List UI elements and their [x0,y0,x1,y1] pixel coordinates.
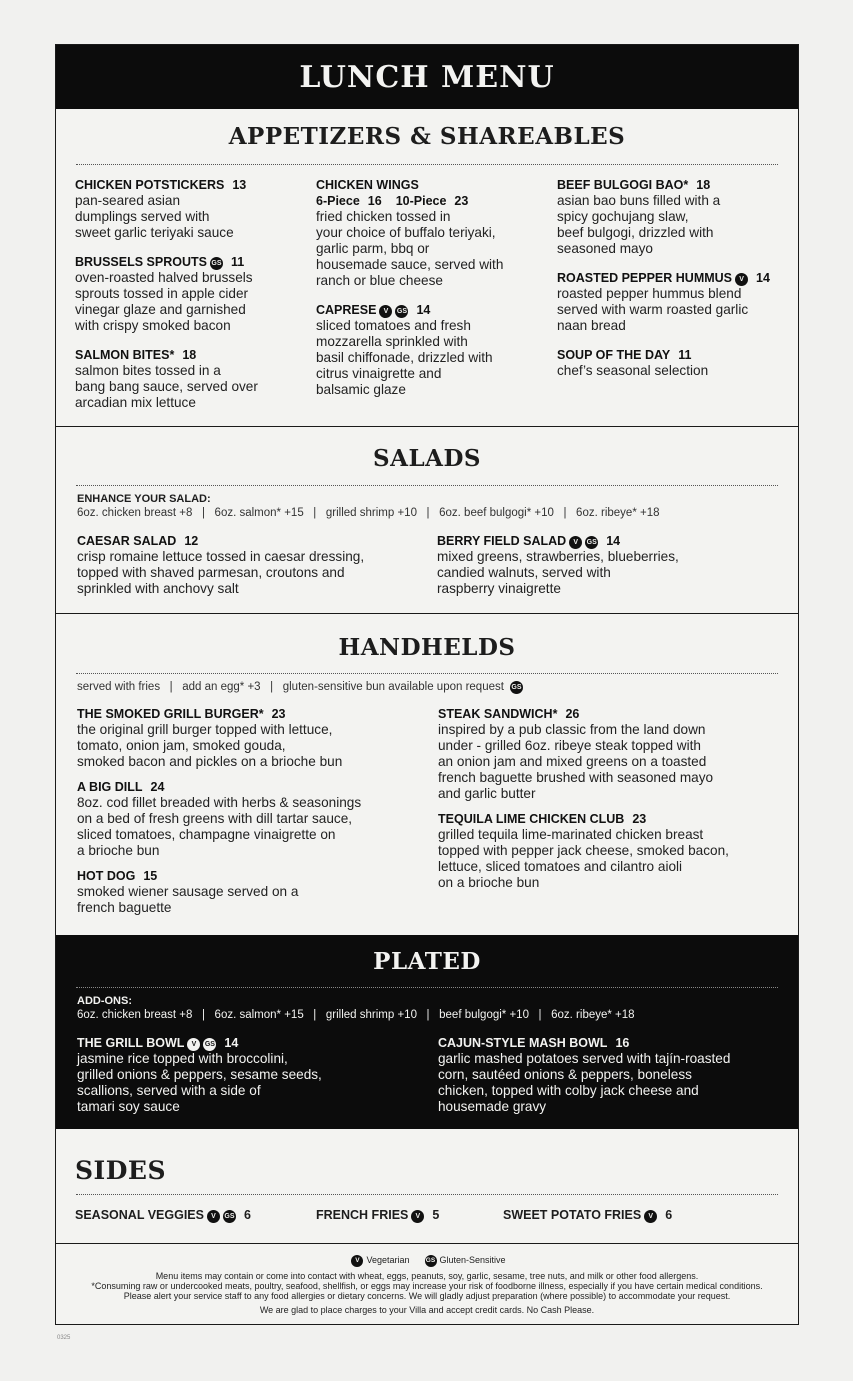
item-price: 18 [182,348,197,362]
side-item [316,1208,439,1223]
appetizers-col-3 [557,177,787,392]
item-name: FRENCH FRIES [316,1208,409,1222]
item-desc: inspired by a pub classic from the land down under - grilled 6oz. ribeye steak topped with an onion jam and mixed greens on a toasted french baguette brushed with seasoned mayo and garlic butter [438,722,714,801]
item-desc: grilled tequila lime-marinated chicken breast topped with pepper jack cheese, smoked bacon, lettuce, sliced tomatoes and cilantro aioli on a brioche bun [438,827,729,890]
lunch-menu [55,44,799,1325]
item-price: 14 [416,303,431,317]
item-price: 16 [615,1036,630,1050]
item-price: 18 [696,178,711,192]
handhelds-title: HANDHELDS [338,634,516,661]
item-name: CAPRESE [316,303,377,317]
vegetarian-icon: V [351,1255,363,1267]
handhelds-col-right [438,706,783,900]
item-price: 6 [243,1208,251,1222]
sides-title: SIDES [75,1156,167,1185]
item-name: SWEET POTATO FRIES [503,1208,642,1222]
item-desc: asian bao buns filled with a spicy gochujang slaw, beef bulgogi, drizzled with seasoned mayo [557,193,721,256]
item-name: TEQUILA LIME CHICKEN CLUB [438,812,625,826]
item-price: 15 [143,869,158,883]
menu-item [438,706,783,802]
item-name: SEASONAL VEGGIES [75,1208,204,1222]
item-desc: 8oz. cod fillet breaded with herbs & seasonings on a bed of fresh greens with dill tartar sauce, sliced tomatoes, champagne vinaigrette on a brioche bun [77,795,362,858]
item-price: 14 [756,271,770,285]
sides-section [56,1129,798,1244]
divider [76,673,778,674]
item-name: SALMON BITES* [75,348,175,362]
item-name: STEAK SANDWICH* [438,707,558,721]
footer [56,1245,798,1325]
legend-vegetarian: Vegetarian [366,1255,410,1265]
gluten-sensitive-icon: GS [223,1210,236,1223]
menu-title: LUNCH MENU [299,59,555,95]
divider [76,1194,778,1195]
legend [56,1255,798,1267]
item-desc: salmon bites tossed in a bang bang sauce, served over arcadian mix lettuce [75,363,258,410]
vegetarian-icon: V [735,273,748,286]
item-price: 26 [565,707,580,721]
plated-section [56,935,798,1129]
gluten-sensitive-icon: GS [425,1255,437,1267]
menu-item [438,811,783,891]
legend-gluten-sensitive: Gluten-Sensitive [439,1255,506,1265]
menu-item [557,270,787,334]
consumption-warning: *Consuming raw or undercooked meats, poultry, seafood, shellfish, or eggs may increase your risk of foodborne illness, especially if you have certain medical conditions. [91,1281,763,1291]
item-name: HOT DOG [77,869,136,883]
menu-code: 0325 [57,1335,71,1341]
item-name: THE SMOKED GRILL BURGER* [77,707,264,721]
item-name: SOUP OF THE DAY [557,348,671,362]
item-price: 14 [606,534,621,548]
menu-item [77,779,427,859]
enhance-options: 6oz. chicken breast +8 | 6oz. salmon* +15 | grilled shrimp +10 | 6oz. beef bulgogi* +10 | 6oz. ribeye* +18 [77,507,660,519]
salads-title: SALADS [372,445,482,472]
vegetarian-icon: V [187,1038,200,1051]
item-name: A BIG DILL [77,780,143,794]
gluten-sensitive-icon: GS [510,681,523,694]
vegetarian-icon: V [207,1210,220,1223]
menu-item [75,347,305,411]
item-price: 23 [271,707,286,721]
gluten-sensitive-icon: GS [395,305,408,318]
item-desc: chef’s seasonal selection [557,363,709,378]
item-price: 14 [224,1036,239,1050]
enhance-block [77,493,777,520]
appetizers-col-1 [75,177,305,424]
gluten-sensitive-icon: GS [210,257,223,270]
handhelds-col-left [77,706,427,925]
menu-item [557,177,787,257]
menu-item [77,706,427,770]
allergy-alert: Please alert your service staff to any food allergies or dietary concerns. We will gladly adjust preparation (where possible) to accommodate your request. [123,1291,731,1301]
menu-item [77,533,427,597]
menu-item [316,177,546,289]
item-name: CHICKEN WINGS [316,178,419,192]
appetizers-section [56,109,798,427]
item-price: 24 [150,780,165,794]
item-price: 11 [678,348,692,362]
handhelds-note: served with fries | add an egg* +3 | gluten-sensitive bun available upon request GS [77,681,522,693]
item-name: BERRY FIELD SALAD [437,534,567,548]
item-price: 11 [230,255,245,269]
vegetarian-icon: V [569,536,582,549]
item-name: ROASTED PEPPER HUMMUS [557,271,733,285]
vegetarian-icon: V [379,305,392,318]
item-price: 5 [432,1208,440,1222]
item-name: CHICKEN POTSTICKERS [75,178,225,192]
divider [76,164,778,165]
item-price: 23 [454,194,469,208]
allergen-note: Menu items may contain or come into contact with wheat, eggs, peanuts, soy, garlic, sesame, tree nuts, and milk or other food allergens. [155,1271,699,1281]
item-name: BRUSSELS SPROUTS [75,255,207,269]
item-desc: roasted pepper hummus blend served with warm roasted garlic naan bread [557,286,749,333]
item-name: BEEF BULGOGI BAO* [557,178,689,192]
menu-item [77,868,427,916]
item-desc: mixed greens, strawberries, blueberries, candied walnuts, served with raspberry vinaigrette [437,549,679,596]
addons-options: 6oz. chicken breast +8 | 6oz. salmon* +15 | grilled shrimp +10 | beef bulgogi* +10 | 6oz. ribeye* +18 [77,1009,635,1021]
enhance-label: ENHANCE YOUR SALAD: [77,493,211,505]
menu-item [438,1035,783,1115]
item-desc: pan-seared asian dumplings served with sweet garlic teriyaki sauce [75,193,234,240]
payment-note: We are glad to place charges to your Villa and accept credit cards. No Cash Please. [259,1305,595,1315]
item-desc: sliced tomatoes and fresh mozzarella sprinkled with basil chiffonade, drizzled with citrus vinaigrette and balsamic glaze [316,318,493,397]
addons-label: ADD-ONS: [77,995,132,1007]
menu-item [437,533,777,597]
item-price: 6 [665,1208,673,1222]
item-desc: oven-roasted halved brussels sprouts tossed in apple cider vinegar glaze and garnished with crispy smoked bacon [75,270,253,333]
vegetarian-icon: V [411,1210,424,1223]
item-desc: garlic mashed potatoes served with tajín-roasted corn, sautéed onions & peppers, boneless chicken, topped with colby jack cheese and housemade gravy [438,1051,731,1114]
handhelds-section [56,614,798,935]
addons-block [77,995,777,1022]
title-bar [56,45,798,109]
item-name: THE GRILL BOWL [77,1036,185,1050]
item-name: CAJUN-STYLE MASH BOWL [438,1036,608,1050]
item-name: CAESAR SALAD [77,534,177,548]
gluten-sensitive-icon: GS [585,536,598,549]
side-item [503,1208,672,1223]
plated-title: PLATED [373,948,481,975]
gluten-sensitive-icon: GS [203,1038,216,1051]
appetizers-col-2 [316,177,546,411]
item-desc: smoked wiener sausage served on a french baguette [77,884,299,915]
item-size: 6-Piece [316,194,360,208]
divider [76,987,778,988]
item-price: 16 [367,194,382,208]
vegetarian-icon: V [644,1210,657,1223]
item-desc: jasmine rice topped with broccolini, grilled onions & peppers, sesame seeds, scallions, served with a side of tamari soy sauce [77,1051,322,1114]
appetizers-title: APPETIZERS & SHAREABLES [228,123,626,150]
menu-item [75,177,305,241]
salads-section [56,427,798,614]
item-desc: fried chicken tossed in your choice of buffalo teriyaki, garlic parm, bbq or housemade sauce, served with ranch or blue cheese [316,209,504,288]
item-desc: crisp romaine lettuce tossed in caesar dressing, topped with shaved parmesan, croutons and sprinkled with anchovy salt [77,549,365,596]
item-price: 12 [184,534,199,548]
item-price: 13 [232,178,247,192]
menu-item [557,347,787,379]
divider [76,485,778,486]
menu-item [77,1035,427,1115]
menu-item [75,254,305,334]
item-size: 10-Piece [395,194,447,208]
menu-item [316,302,546,398]
side-item [75,1208,251,1223]
item-price: 23 [632,812,647,826]
item-desc: the original grill burger topped with lettuce, tomato, onion jam, smoked gouda, smoked bacon and pickles on a brioche bun [77,722,343,769]
